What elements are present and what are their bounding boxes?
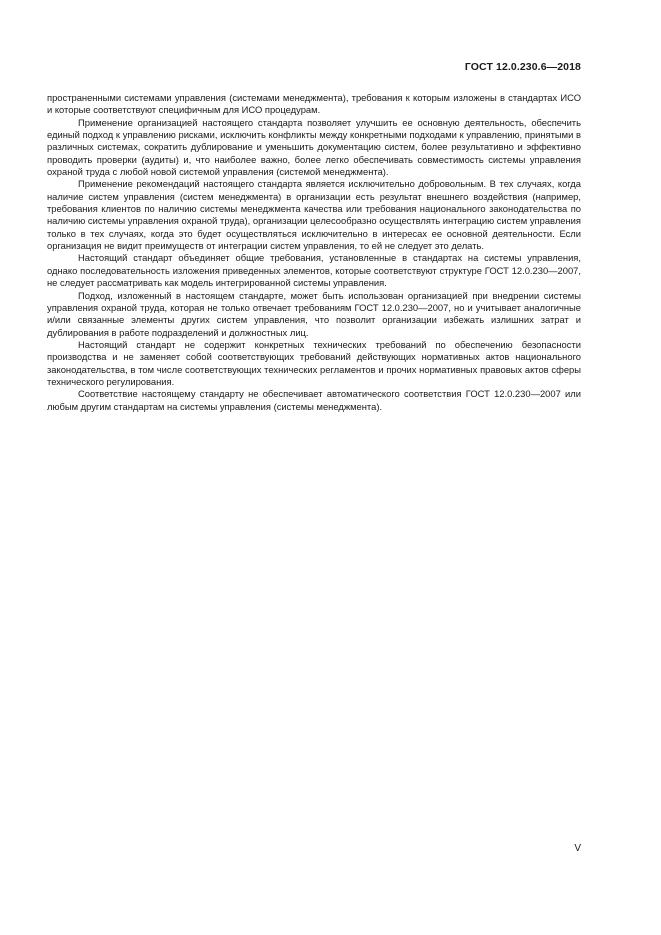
- paragraph-voluntary: Применение рекомендаций настоящего стандарта является исключительно добровольным. В тех случаях, когда наличие систем управления (систем менеджмента) в организации есть результат внешнего воздействия (например, требования клиентов по наличию системы менеджмента качества или требования национального законодательства по наличию системы управления охраной труда), организации целесообразно осуществлять интеграцию систем управления только в тех случаях, когда это будет осуществляться исключительно в интересах ее основной деятельности. Если организация не видит преимуществ от интеграции систем управления, то ей не следует это делать.: [47, 178, 581, 252]
- paragraph-continuation: пространенными системами управления (системами менеджмента), требования к которым изложены в стандартах ИСО и которые соответствуют специфичным для ИСО процедурам.: [47, 92, 581, 116]
- body-text: [47, 92, 581, 413]
- page-number: V: [574, 843, 581, 854]
- paragraph-common-requirements: Настоящий стандарт объединяет общие требования, установленные в стандартах на системы управления, однако последовательность изложения приведенных элементов, которые соответствуют структуре ГОСТ 12.0.230—2007, не следует рассматривать как модель интегрированной системы управления.: [47, 252, 581, 289]
- paragraph-conformity: Соответствие настоящему стандарту не обеспечивает автоматического соответствия ГОСТ 12.0.230—2007 или любым другим стандартам на системы управления (системы менеджмента).: [47, 388, 581, 412]
- paragraph-no-technical-requirements: Настоящий стандарт не содержит конкретных технических требований по обеспечению безопасности производства и не заменяет собой соответствующих требований действующих нормативных актов национального законодательства, в том числе соответствующих технических регламентов и прочих нормативных правовых актов сферы технического регулирования.: [47, 338, 581, 387]
- paragraph-approach: Подход, изложенный в настоящем стандарте, может быть использован организацией при внедрении системы управления охраной труда, которая не только отвечает требованиям ГОСТ 12.0.230—2007, но и учитывает аналогичные и/или связанные элементы других систем управления, что позволит организации избежать излишних затрат и дублирования в работе подразделений и должностных лиц.: [47, 289, 581, 338]
- page-header-standard-id: ГОСТ 12.0.230.6—2018: [464, 61, 581, 73]
- paragraph-benefits: Применение организацией настоящего стандарта позволяет улучшить ее основную деятельность, обеспечить единый подход к управлению рисками, исключить конфликты между конкретными подходами к управлению, принятыми в различных системах, сократить дублирование и уменьшить документацию систем, более результативно и эффективно проводить проверки (аудиты) и, что наиболее важно, более легко обеспечивать совместимость системы управления охраной труда с любой новой системой управления (системой менеджмента).: [47, 116, 581, 178]
